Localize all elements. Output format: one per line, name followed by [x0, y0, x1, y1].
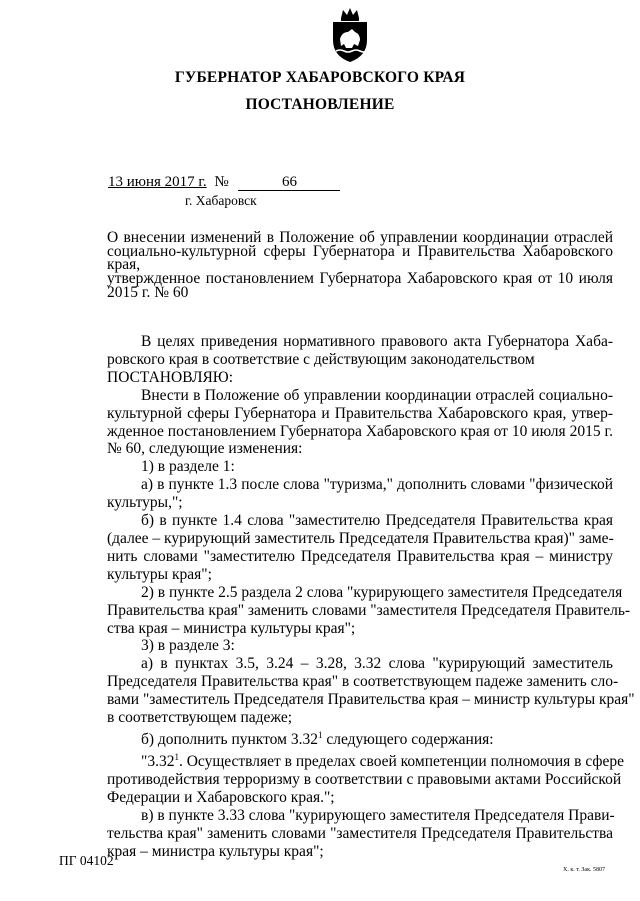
- body-text-part: . Осуществляет в пределах своей компетенции полномочия в сфере: [178, 753, 624, 771]
- body-line: культурной сферы Губернатора и Правительства Хабаровского края, утвер-: [107, 404, 613, 422]
- body-line: В целях приведения нормативного правового акта Губернатора Хаба-: [141, 333, 613, 350]
- body-line: № 60, следующие изменения:: [107, 440, 303, 458]
- body-line: ства края – министра культуры края";: [107, 619, 356, 637]
- subject-line: 2015 г. № 60: [107, 283, 189, 301]
- body-text-part: "3.32: [141, 753, 175, 771]
- body-line: противодействия терроризму в соответствии с правовыми актами Российской: [107, 771, 622, 789]
- body-line: тельства края" заменить словами "заместителя Председателя Правительства: [107, 824, 613, 842]
- body-line: края – министра культуры края";: [107, 842, 324, 860]
- subject-line: социально-культурной сферы Губернатора и Правительства Хабаровского края,: [107, 242, 613, 274]
- number-label: №: [214, 174, 229, 190]
- body-line: Председателя Правительства края" в соответствующем падеже заменить сло-: [107, 673, 619, 691]
- body-line: нить словами "заместителю Председателя Правительства края – министру: [107, 547, 613, 565]
- decree-body-text: [107, 333, 635, 861]
- organization-title: ГУБЕРНАТОР ХАБАРОВСКОГО КРАЯ: [174, 69, 466, 86]
- form-code: ПГ 04102: [59, 853, 114, 868]
- decree-date: 13 июня 2017 г.: [108, 174, 207, 190]
- body-line: а) в пунктах 3.5, 3.24 – 3.28, 3.32 слова "курирующий заместитель: [141, 655, 613, 673]
- crown-icon: [341, 8, 359, 21]
- decree-number: 66: [238, 175, 340, 191]
- print-order-note: Х. к. т. Зак. 5807: [563, 867, 606, 873]
- body-line: а) в пункте 1.3 после слова "туризма," дополнить словами "физической: [141, 476, 613, 494]
- body-line: (далее – курирующий заместитель Председателя Правительства края)" заме-: [107, 529, 614, 547]
- decree-resolution-word: ПОСТАНОВЛЯЮ:: [107, 368, 234, 386]
- city-name: г. Хабаровск: [185, 193, 257, 208]
- date-number-line: [108, 174, 340, 191]
- decree-subject-title: [107, 231, 613, 300]
- body-text-part: следующего содержания:: [322, 731, 494, 749]
- body-line: 2) в пункте 2.5 раздела 2 слова "курирующего заместителя Председателя: [141, 583, 623, 601]
- body-line: 3) в разделе 3:: [141, 637, 235, 655]
- body-line: [107, 749, 624, 771]
- subject-line: утвержденное постановлением Губернатора Хабаровского края от 10 июля: [107, 270, 613, 288]
- body-line: Правительства края" заменить словами "заместителя Председателя Правитель-: [107, 601, 631, 619]
- khabarovsk-coat-of-arms-emblem: [328, 6, 372, 64]
- body-line: б) в пункте 1.4 слова "заместителю Председателя Правительства края: [141, 512, 613, 530]
- body-text-part: б) дополнить пунктом 3.32: [141, 731, 318, 749]
- superscript: 1: [174, 752, 179, 762]
- body-line: культуры,";: [107, 494, 183, 512]
- body-line: ровского края в соответствие с действующим законодательством: [107, 350, 535, 368]
- document-type-title: ПОСТАНОВЛЕНИЕ: [245, 96, 395, 113]
- body-line: в соответствующем падеже;: [107, 709, 293, 727]
- body-line: Внести в Положение об управлении координации отраслей социально-: [141, 386, 613, 404]
- superscript: 1: [317, 729, 323, 740]
- subject-line: О внесении изменений в Положение об управлении координации отраслей: [107, 229, 613, 246]
- body-line: культуры края";: [107, 565, 212, 583]
- body-line: в) в пункте 3.33 слова "курирующего заместителя Председателя Прави-: [141, 806, 615, 824]
- body-line: Федерации и Хабаровского края.";: [107, 788, 335, 806]
- body-line: [107, 727, 613, 749]
- body-line: вами "заместитель Председателя Правительства края – министр культуры края": [107, 691, 635, 709]
- body-line: 1) в разделе 1:: [141, 458, 235, 476]
- body-line: жденное постановлением Губернатора Хабаровского края от 10 июля 2015 г.: [107, 422, 613, 440]
